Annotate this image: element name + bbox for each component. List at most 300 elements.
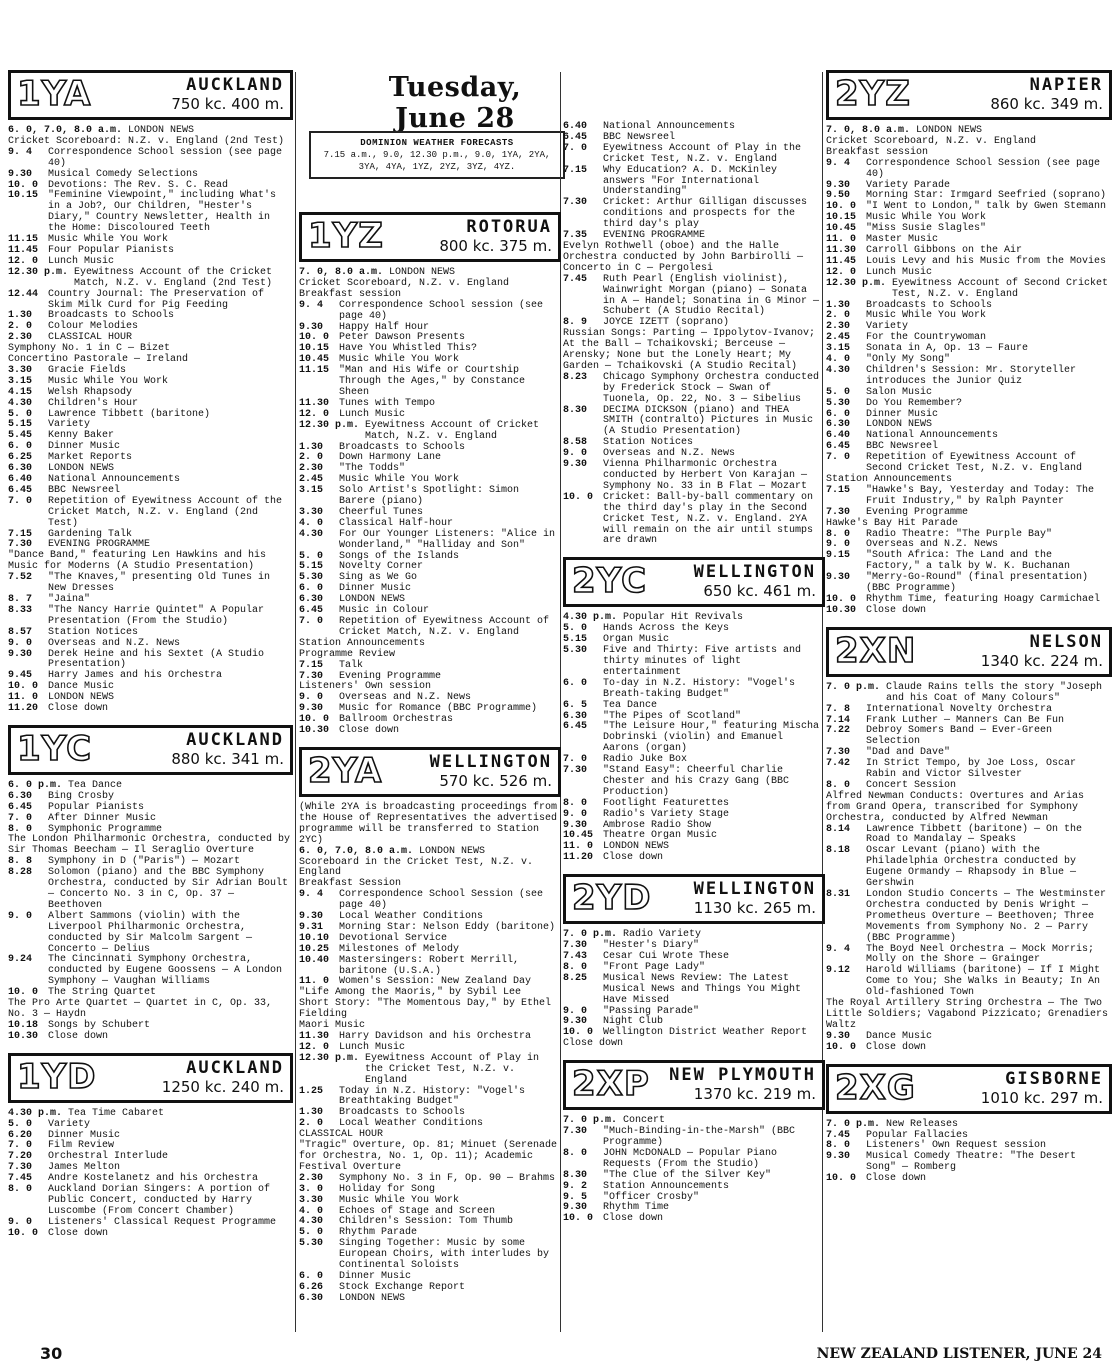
programme-title: The Pro Arte Quartet — Quartet in C, Op. 33, No. 3 — Haydn [8, 998, 273, 1020]
programme-time: 6. 0, 7.0, 8.0 a.m. [8, 125, 123, 136]
programme-title: Maori Music [299, 1020, 366, 1032]
station-frequency: 1340 kc. 224 m. [980, 651, 1103, 670]
programme-item [563, 1149, 825, 1171]
programme-title: Dinner Music [48, 1129, 121, 1141]
programme-item [299, 661, 561, 672]
programme-time: 10. 0 [563, 491, 594, 503]
programme-title: Songs of the Islands [339, 550, 460, 562]
station-frequency: 1010 kc. 297 m. [980, 1088, 1103, 1107]
station-block [563, 874, 825, 1050]
programme-title: Music While You Work [48, 234, 169, 246]
programme-title: Breakfast Session [299, 878, 402, 890]
programme-item [826, 519, 1112, 530]
programme-time: 3.30 [299, 506, 324, 518]
programme-item [826, 573, 1112, 595]
programme-title: "I Went to London," talk by Gwen Stemann [866, 201, 1107, 213]
programme-title: Echoes of Stage and Screen [339, 1205, 496, 1217]
programme-list [563, 122, 825, 547]
programme-title: Broadcasts to Schools [866, 299, 993, 311]
programme-title: Eyewitness Account of Cricket Match, N.Z. v. England [365, 419, 540, 442]
programme-item [826, 1174, 1112, 1185]
programme-title: Sonata in A, Op. 13 — Faure [866, 343, 1029, 355]
programme-item [826, 890, 1112, 945]
station-banner [826, 1064, 1112, 1114]
station-banner [563, 874, 825, 924]
programme-title: Tunes with Tempo [339, 397, 436, 409]
programme-title: JOHN McDONALD — Popular Piano Requests (From the Studio) [603, 1147, 778, 1170]
programme-title: Songs by Schubert [48, 1019, 151, 1031]
programme-item [8, 170, 293, 181]
programme-title: The Boyd Neel Orchestra — Mock Morris; Molly on the Shore — Grainger [866, 943, 1095, 966]
programme-title: Four Popular Pianists [48, 244, 175, 256]
programme-time: 12. 0 [299, 1041, 330, 1053]
programme-title: Breakfast session [826, 146, 929, 158]
programme-title: Programme Review [299, 648, 396, 660]
programme-title: Cricket Scoreboard: N.Z. v. England (2nd Test) [8, 135, 285, 147]
programme-title: Happy Half Hour [339, 321, 430, 333]
programme-item [8, 1109, 293, 1120]
programme-time: 12.30 p.m. [299, 419, 360, 431]
programme-time: 9. 4 [299, 299, 324, 311]
programme-title: Close down [866, 1041, 927, 1053]
programme-title: Music in Colour [339, 605, 430, 617]
programme-title: Eyewitness Account of Play in the Cricket Test, N.Z. v. England [365, 1052, 540, 1086]
programme-title: Symphonic Programme [48, 823, 163, 835]
programme-title: LONDON NEWS [916, 125, 983, 136]
programme-time: 8. 0 [8, 823, 33, 835]
programme-time: 10.10 [299, 932, 330, 944]
programme-title: Vienna Philharmonic Orchestra conducted by Herbert Von Karajan — Symphony No. 33 in B Flat — Mozart [603, 459, 808, 492]
station-city: NEW PLYMOUTH [669, 1065, 816, 1086]
programme-title: Radio Juke Box [603, 754, 688, 766]
programme-title: Rhythm Parade [339, 1227, 418, 1239]
programme-time: 7.30 [563, 765, 588, 777]
station-banner [563, 557, 825, 607]
programme-item [563, 1127, 825, 1149]
programme-item [8, 639, 293, 650]
programme-title: CLASSICAL HOUR [299, 1129, 384, 1141]
programme-item [299, 650, 561, 661]
programme-item [826, 759, 1112, 781]
programme-title: For the Countrywoman [866, 332, 987, 344]
programme-title: "Officer Crosby" [603, 1191, 700, 1203]
programme-time: 8.31 [826, 889, 851, 900]
programme-title: "The Nancy Harrie Quintet" A Popular Presentation (From the Studio) [48, 604, 265, 627]
programme-title: Footlight Featurettes [603, 797, 730, 809]
programme-time: 1.30 [826, 299, 851, 311]
programme-time: 8.57 [8, 626, 33, 638]
programme-title: Gracie Fields [48, 364, 127, 376]
programme-list [826, 683, 1112, 1054]
programme-item [826, 366, 1112, 388]
programme-title: Bing Crosby [48, 790, 115, 802]
programme-time: 7. 0 [563, 754, 588, 766]
programme-item [826, 726, 1112, 748]
programme-title: Popular Fallacies [866, 1129, 969, 1141]
programme-item [563, 974, 825, 1007]
programme-time: 7. 0 p.m. [826, 1118, 881, 1130]
programme-time: 5. 0 [826, 386, 851, 398]
programme-time: 5.15 [299, 561, 324, 573]
programme-title: Close down [866, 604, 927, 616]
programme-item [8, 399, 293, 410]
programme-title: "The Clue of the Silver Key" [603, 1169, 772, 1181]
programme-list [8, 781, 293, 1043]
programme-time: 4.30 [8, 397, 33, 409]
programme-list [299, 268, 561, 737]
programme-time: 9. 4 [8, 146, 33, 158]
programme-time: 2.30 [299, 463, 324, 475]
programme-title: Ambrose Radio Show [603, 819, 712, 831]
programme-title: Variety Parade [866, 179, 951, 191]
station-block [563, 1060, 825, 1225]
programme-title: Solomon (piano) and the BBC Symphony Orchestra, conducted by Sir Adrian Boult — Concerto No. 3 in C, Op. 37 — Beethoven [48, 867, 289, 911]
programme-item [299, 366, 561, 399]
programme-time: 1.30 [299, 1107, 324, 1119]
programme-time: 12. 0 [826, 266, 857, 278]
programme-item [299, 1196, 561, 1207]
programme-item [8, 551, 293, 573]
programme-time: 11.30 [299, 1031, 330, 1042]
programme-title: Dinner Music [866, 408, 939, 420]
programme-item [563, 853, 825, 864]
column-3 [563, 122, 825, 1235]
programme-title: Organ Music [603, 634, 670, 646]
programme-title: Evening Programme [339, 670, 442, 682]
programme-title: LONDON NEWS [128, 125, 195, 136]
programme-title: Evening Programme [866, 506, 969, 518]
programme-time: 8. 0 [563, 1147, 588, 1159]
programme-time: 5.30 [299, 1238, 324, 1250]
column-4 [826, 70, 1112, 1195]
programme-title: Tea Dance [603, 699, 658, 711]
station-city: ROTORUA [466, 217, 552, 237]
station-block [826, 70, 1112, 617]
programme-item [299, 858, 561, 880]
programme-item [826, 705, 1112, 716]
programme-title: DECIMA DICKSON (piano) and THEA SMITH (contralto) Pictures in Music (A Studio Presentation) [603, 404, 814, 438]
programme-time: 2. 0 [299, 452, 324, 464]
programme-title: Dinner Music [48, 441, 121, 453]
programme-item [299, 1087, 561, 1109]
programme-time: 10.45 [563, 830, 594, 842]
programme-title: Mastersingers: Robert Merrill, baritone (U.S.A.) [339, 954, 520, 977]
programme-time: 7. 8 [826, 703, 851, 715]
station-city: WELLINGTON [693, 879, 816, 900]
programme-title: National Announcements [603, 121, 736, 132]
programme-time: 9.30 [826, 572, 851, 584]
programme-time: 7.43 [563, 951, 588, 962]
programme-time: 10. 0 [826, 201, 857, 213]
programme-title: "Merry-Go-Round" (final presentation) (BBC Programme) [866, 572, 1089, 595]
programme-time: 9. 0 [563, 808, 588, 820]
programme-title: Broadcasts to Schools [48, 310, 175, 322]
programme-title: Harry James and his Orchestra [48, 670, 223, 682]
programme-list [563, 930, 825, 1050]
programme-title: Symphony in D ("Paris") — Mozart [48, 856, 241, 868]
programme-time: 9.30 [299, 703, 324, 715]
programme-time: 7.30 [826, 506, 851, 518]
programme-time: 9. 4 [299, 889, 324, 901]
station-call-sign: 1YZ [308, 216, 384, 256]
programme-time: 10. 0 [8, 987, 39, 999]
programme-title: LONDON NEWS [48, 463, 115, 475]
programme-time: 6.20 [8, 1129, 33, 1141]
station-call-sign: 2XG [835, 1067, 916, 1108]
programme-item [8, 628, 293, 639]
programme-time: 4.30 [299, 528, 324, 540]
programme-time: 1.25 [299, 1085, 324, 1097]
programme-time: 3.30 [299, 1194, 324, 1206]
programme-title: EVENING PROGRAMME [48, 539, 151, 551]
programme-time: 9.31 [299, 921, 324, 933]
programme-item [563, 679, 825, 701]
programme-time: 11. 0 [826, 234, 857, 246]
programme-time: 5. 0 [8, 1118, 33, 1130]
programme-time: 12. 0 [299, 408, 330, 420]
programme-title: Russian Songs: Parting — Ippolytov-Ivanov; At the Ball — Tchaikovski; Berceuse — Arensky; None but the Lonely Heart; My Garden — Tchaikovski (A Studio Recital) [563, 328, 816, 372]
programme-title: "Life Among the Maoris," by Sybil Lee [299, 987, 522, 999]
programme-time: 2. 0 [8, 321, 33, 333]
programme-title: Music While You Work [339, 354, 460, 366]
programme-title: Listeners' Own session [299, 681, 432, 693]
programme-title: National Announcements [48, 474, 181, 485]
programme-title: Variety [48, 1118, 91, 1130]
programme-time: 9.45 [8, 670, 33, 682]
programme-title: Close down [603, 1213, 664, 1225]
programme-time: 4.30 [826, 364, 851, 376]
programme-title: Cesar Cui Wrote These [603, 951, 730, 962]
programme-title: Dinner Music [339, 1270, 412, 1282]
programme-item [563, 275, 825, 319]
programme-item [826, 508, 1112, 519]
station-call-sign: 2YC [572, 561, 648, 602]
programme-title: Market Reports [48, 452, 133, 464]
programme-time: 11. 0 [563, 841, 594, 853]
programme-title: Country Journal: The Preservation of Skim Milk Curd for Pig Feeding [48, 288, 265, 311]
programme-title: LONDON NEWS [419, 845, 486, 857]
programme-time: 1.30 [299, 441, 324, 453]
station-banner [8, 725, 293, 775]
programme-time: 9.30 [563, 1016, 588, 1028]
programme-item [8, 1032, 293, 1043]
station-block [299, 747, 561, 1305]
station-frequency: 800 kc. 375 m. [439, 237, 552, 255]
programme-time: 10.40 [299, 954, 330, 966]
programme-title: Milestones of Melody [339, 943, 460, 955]
programme-time: 9. 4 [826, 157, 851, 169]
programme-time: 5.30 [563, 645, 588, 657]
programme-time: 9.50 [826, 190, 851, 202]
programme-title: Eyewitness Account of the Cricket Match, N.Z. v. England (2nd Test) [74, 266, 273, 289]
programme-time: 7. 0 [299, 616, 324, 627]
programme-time: 6.30 [299, 594, 324, 606]
programme-title: Ballroom Orchestras [339, 714, 454, 726]
programme-time: 9.30 [563, 819, 588, 831]
programme-title: Short Story: "The Momentous Day," by Ethel Fielding [299, 998, 552, 1021]
programme-time: 9. 0 [299, 692, 324, 704]
programme-title: Children's Hour [48, 397, 139, 409]
station-banner [826, 627, 1112, 677]
programme-title: Stock Exchange Report [339, 1281, 466, 1293]
programme-time: 7. 0 [826, 452, 851, 464]
programme-title: Listeners' Classical Request Programme [48, 1216, 277, 1228]
programme-title: Down Harmony Lane [339, 452, 442, 464]
programme-title: Station Announcements [299, 637, 426, 649]
programme-title: Correspondence School Session (see page 40) [866, 157, 1101, 180]
programme-title: Rhythm Time [603, 1202, 670, 1214]
programme-time: 9.30 [826, 179, 851, 191]
programme-time: 7.45 [8, 1173, 33, 1185]
programme-title: Hands Across the Keys [603, 623, 730, 635]
programme-time: 3. 0 [299, 1183, 324, 1195]
programme-title: Welsh Rhapsody [48, 386, 133, 398]
programme-time: 3.15 [8, 375, 33, 387]
programme-time: 10. 0 [8, 681, 39, 693]
programme-item [826, 399, 1112, 410]
station-call-sign: 2YD [572, 878, 652, 919]
programme-time: 7.15 [299, 659, 324, 671]
programme-time: 12.30 p.m. [826, 277, 887, 289]
programme-time: 6. 0 [8, 441, 33, 453]
station-frequency: 860 kc. 349 m. [990, 95, 1103, 113]
programme-title: The Royal Artillery String Orchestra — The Two Little Soldiers; Vagabond Pizzicato; Grenadiers Waltz [826, 998, 1109, 1031]
programme-title: Why Education? A. D. McKinley answers "For International Understanding" [603, 164, 778, 198]
programme-time: 9. 0 [8, 1216, 33, 1228]
programme-title: Sing as We Go [339, 572, 418, 584]
programme-time: 4.15 [8, 386, 33, 398]
programme-title: "Man and His Wife or Courtship Through the Ages," by Constance Sheen [339, 365, 526, 398]
programme-title: Symphony No. 1 in C — Bizet [8, 343, 171, 355]
programme-time: 2.30 [299, 1172, 324, 1184]
programme-title: Musical Comedy Theatre: "The Desert Song" — Romberg [866, 1151, 1077, 1174]
programme-time: 8.18 [826, 845, 851, 857]
programme-time: 9.30 [8, 648, 33, 660]
programme-time: 7. 0 [8, 495, 33, 507]
programme-list [8, 1109, 293, 1240]
programme-title: Children's Session: Mr. Storyteller introduces the Junior Quiz [866, 364, 1077, 387]
programme-time: 9.30 [563, 459, 588, 471]
programme-time: 7.14 [826, 714, 851, 726]
programme-title: LONDON NEWS [339, 594, 406, 606]
programme-title: Musical Comedy Selections [48, 168, 199, 180]
programme-title: "Hester's Diary" [603, 940, 700, 952]
programme-title: Ruth Pearl (English violinist), Wainwright Morgan (piano) — Sonata in A — Handel; Sonatina in G Minor — Schubert (A Studio Recital) [603, 273, 820, 318]
programme-title: Radio's Variety Stage [603, 808, 730, 820]
programme-title: Close down [48, 703, 109, 715]
programme-item [299, 999, 561, 1021]
programme-time: 7.52 [8, 572, 33, 584]
programme-time: 4. 0 [299, 517, 324, 529]
programme-time: 10.30 [299, 725, 330, 737]
programme-title: Cricket: Ball-by-ball commentary on the third day's play in the Second Cricket Test, N.Z. v. England. 2YA will remain on the air until stumps are drawn [603, 491, 814, 547]
programme-title: Lunch Music [48, 255, 115, 267]
programme-title: Andre Kostelanetz and his Orchestra [48, 1173, 259, 1185]
programme-time: 8.30 [563, 404, 588, 416]
programme-title: Close down [48, 1227, 109, 1239]
programme-item [563, 166, 825, 199]
station-call-sign: 1YC [17, 728, 93, 769]
programme-time: 3.15 [826, 343, 851, 355]
programme-time: 4.30 [299, 1216, 324, 1228]
programme-title: Cheerful Tunes [339, 506, 424, 518]
programme-time: 7.45 [826, 1129, 851, 1141]
programme-item [299, 421, 561, 443]
programme-title: Station Announcements [603, 1180, 730, 1192]
programme-title: The London Philharmonic Orchestra, conducted by Sir Thomas Beecham — Il Seraglio Overture [8, 834, 291, 857]
programme-time: 7. 0 p.m. [563, 929, 618, 941]
programme-title: Devotional Service [339, 932, 448, 944]
programme-item [8, 1185, 293, 1218]
station-block [8, 725, 293, 1043]
station-frequency: 650 kc. 461 m. [703, 582, 816, 601]
programme-item [826, 551, 1112, 573]
programme-time: 11.30 [826, 244, 857, 256]
programme-title: Albert Sammons (violin) with the Liverpool Philharmonic Orchestra, conducted by Sir Malcolm Sargent — Concerto — Delius [48, 910, 253, 955]
programme-item [8, 955, 293, 988]
programme-title: Overseas and N.Z. News [866, 539, 999, 551]
programme-title: Dance Music [48, 681, 115, 693]
programme-time: 8. 0 [826, 779, 851, 791]
programme-time: 1.30 [8, 310, 33, 322]
programme-title: Overseas and N.Z. News [603, 448, 736, 460]
programme-item [563, 766, 825, 799]
programme-title: Music While You Work [48, 375, 169, 387]
station-city: GISBORNE [1005, 1068, 1103, 1089]
programme-time: 9. 0 [8, 910, 33, 922]
programme-time: 8.28 [8, 867, 33, 879]
station-city: AUCKLAND [186, 1057, 284, 1078]
programme-time: 6.26 [299, 1281, 324, 1293]
programme-time: 6.40 [8, 474, 33, 485]
programme-title: Colour Melodies [48, 321, 139, 333]
programme-time: 9.15 [826, 550, 851, 562]
programme-time: 9. 5 [563, 1191, 588, 1203]
programme-item [563, 373, 825, 406]
station-call-sign: 2YZ [835, 74, 911, 114]
programme-title: Frank Luther — Manners Can Be Fun [866, 714, 1065, 726]
programme-item [299, 301, 561, 323]
programme-title: Wellington District Weather Report [603, 1027, 808, 1039]
programme-item [826, 683, 1112, 705]
programme-title: Music While You Work [866, 212, 987, 224]
programme-item [8, 999, 293, 1021]
programme-list [826, 126, 1112, 617]
station-call-sign: 2XP [572, 1064, 650, 1105]
programme-item [563, 1214, 825, 1225]
station-banner [8, 70, 293, 120]
programme-title: Lawrence Tibbett (baritone) — On the Road to Mandalay — Speaks [866, 823, 1083, 846]
programme-time: 6.30 [8, 790, 33, 802]
programme-time: 10. 0 [563, 1213, 594, 1225]
programme-item [8, 606, 293, 628]
programme-time: 9.30 [826, 1030, 851, 1042]
programme-time: 3.30 [8, 364, 33, 376]
programme-item [8, 191, 293, 235]
programme-time: 9. 0 [563, 448, 588, 460]
programme-title: Evelyn Rothwell (oboe) and the Halle Orchestra conducted by John Barbirolli — Concerto in C — Pergolesi [563, 240, 804, 274]
programme-time: 6.45 [563, 721, 588, 733]
programme-title: Close down [339, 725, 400, 737]
programme-time: 5.15 [8, 419, 33, 431]
programme-time: 9.24 [8, 954, 33, 966]
programme-item [299, 486, 561, 508]
station-call-sign: 1YD [17, 1056, 97, 1097]
programme-item [299, 1185, 561, 1196]
programme-time: 7. 0, 8.0 a.m. [299, 267, 384, 278]
programme-time: 7.30 [563, 1126, 588, 1138]
programme-item [563, 144, 825, 166]
